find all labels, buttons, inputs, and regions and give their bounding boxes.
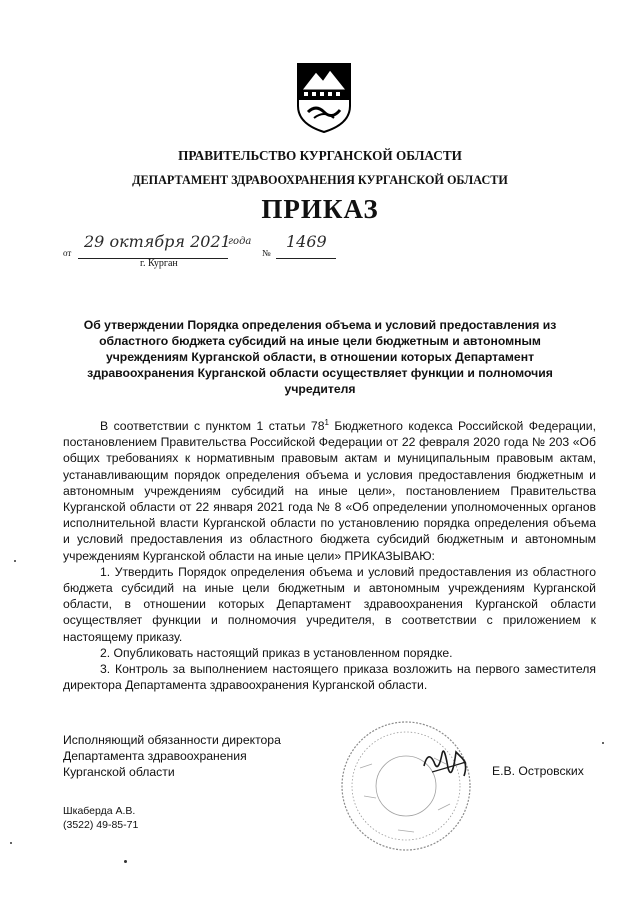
signatory-name: Е.В. Островских <box>492 764 584 778</box>
handwritten-year-suffix: года <box>228 236 252 247</box>
scan-speck <box>10 842 12 844</box>
handwritten-date: 29 октября 2021 <box>84 232 231 251</box>
preamble-start: В соответствии с пунктом 1 статьи 78 <box>100 419 325 433</box>
coat-of-arms-icon <box>296 62 352 134</box>
preamble-rest: Бюджетного кодекса Российской Федерации, постановлением Правительства Российской Федерации от 22 февраля 2020 года № 203 «Об общих требованиях к нормативным правовым актам и муниципальным правовым актам, устанавливающим порядок определения объема и условия предоставления бюджетным и автономным учреждениям субсидий на иные цели», постановлением Правительства Курганской области от 22 января 2021 года № 8 «Об определении уполномоченных органов исполнительной власти Курганской области по установлению порядка определения объема и условий предоставления из областного бюджета субсидий бюджетным и автономным учреждениям Курганской области на иные цели» ПРИКАЗЫВАЮ: <box>63 419 596 563</box>
position-line-3: Курганской области <box>63 765 175 779</box>
scan-speck <box>124 860 127 863</box>
order-body <box>63 418 596 693</box>
position-line-1: Исполняющий обязанности директора <box>63 733 281 747</box>
handwritten-number: 1469 <box>286 232 327 251</box>
executor-phone: (3522) 49-85-71 <box>63 819 139 831</box>
number-underline <box>276 258 336 259</box>
position-line-2: Департамента здравоохранения <box>63 749 247 763</box>
date-prefix: от <box>63 248 72 258</box>
number-label: № <box>262 248 271 258</box>
organization-name: ПРАВИТЕЛЬСТВО КУРГАНСКОЙ ОБЛАСТИ <box>178 148 462 163</box>
order-item-1: 1. Утвердить Порядок определения объема и условий предоставления из областного бюджета субсидий на иные цели бюджетным и автономным учреждениям Курганской области, в отношении которых Департамент здравоохранения Курганской области осуществляет функции и полномочия учредителя, в соответствии с приложением к настоящему приказу. <box>63 564 596 644</box>
document-title: ПРИКАЗ <box>261 194 379 224</box>
executor-name: Шкаберда А.В. <box>63 805 136 817</box>
preamble-paragraph <box>63 418 596 564</box>
scan-speck <box>14 560 16 562</box>
scan-speck <box>602 742 604 744</box>
executor-contact <box>63 804 138 832</box>
order-item-3: 3. Контроль за выполнением настоящего приказа возложить на первого заместителя директора Департамента здравоохранения Курганской области. <box>63 662 596 693</box>
order-subject: Об утверждении Порядка определения объема и условий предоставления из областного бюджета субсидий на иные цели бюджетным и автономным учреждениям Курганской области, в отношении которых Департамент здравоохранения Курганской области осуществляет функции и полномочия учредителя <box>83 318 557 396</box>
signatory-position <box>63 732 281 780</box>
footnote-mark: 1 <box>324 417 329 427</box>
department-name: ДЕПАРТАМЕНТ ЗДРАВООХРАНЕНИЯ КУРГАНСКОЙ ОБЛАСТИ <box>132 173 508 187</box>
handwritten-signature <box>418 732 478 792</box>
order-item-2: 2. Опубликовать настоящий приказ в установленном порядке. <box>100 645 453 660</box>
city-label: г. Курган <box>140 258 178 269</box>
